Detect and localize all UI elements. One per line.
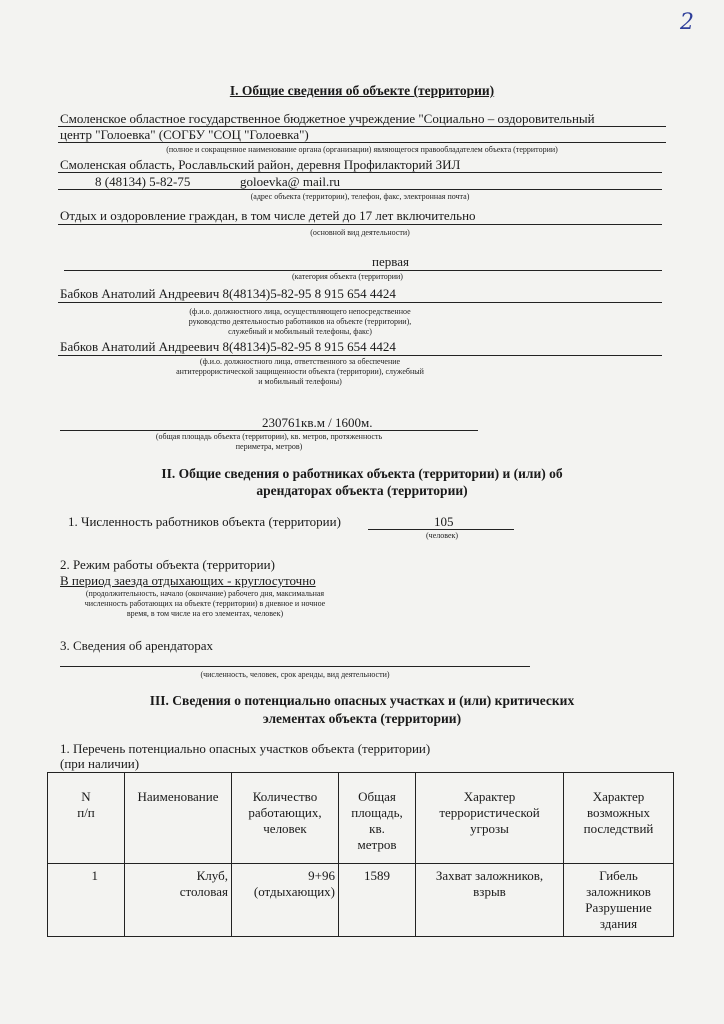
phone-value: 8 (48134) 5-82-75: [95, 174, 191, 189]
col-consequences-header: Характер возможных последствий: [564, 773, 674, 864]
category-rule: [64, 270, 662, 271]
area-label-2: периметра, метров): [235, 442, 303, 451]
org-name-line1: Смоленское областное государственное бюджетное учреждение "Социально – оздоровительный: [60, 111, 595, 126]
page-number: 2: [680, 10, 694, 35]
security-contact: Бабков Анатолий Андреевич 8(48134)5-82-95 8 915 654 4424: [60, 339, 396, 354]
table-header-row: [48, 773, 674, 864]
section3-title-1: III. Сведения о потенциально опасных участках и (или) критических: [149, 693, 575, 708]
cell-consequences: Гибель заложников Разрушение здания: [564, 864, 674, 937]
section2-title-2: арендаторах объекта (территории): [256, 483, 468, 498]
hazard-table: [47, 772, 674, 937]
tenants-note: (численность, человек, срок аренды, вид деятельности): [200, 670, 390, 679]
org-name-label: (полное и сокращенное наименование органа (организации) являющегося правообладателем объекта (территории): [166, 145, 558, 154]
col-area-header: Общая площадь, кв. метров: [339, 773, 416, 864]
security-label-3: и мобильный телефоны): [258, 377, 342, 386]
cell-name: Клуб, столовая: [125, 864, 232, 937]
staff-count-label: 1. Численность работников объекта (территории): [68, 514, 341, 529]
work-regime-value: В период заезда отдыхающих - круглосуточно: [60, 573, 316, 588]
col-threat-header: Характер террористической угрозы: [416, 773, 564, 864]
section2-title-1: II. Общие сведения о работниках объекта (территории) и (или) об: [161, 466, 563, 481]
work-regime-label: 2. Режим работы объекта (территории): [60, 557, 275, 572]
address-rule: [58, 172, 662, 173]
phone-rule: [58, 189, 662, 190]
address-value: Смоленская область, Рославльский район, деревня Профилакторий ЗИЛ: [60, 157, 461, 172]
activity-label: (основной вид деятельности): [310, 228, 410, 237]
hazard-list-label-1: 1. Перечень потенциально опасных участков объекта (территории): [60, 741, 431, 756]
table-row: [48, 864, 674, 937]
section1-title: I. Общие сведения об объекте (территории): [229, 83, 495, 98]
tenants-rule: [60, 666, 530, 667]
org-name-line2: центр "Голоевка" (СОГБУ "СОЦ "Голоевка"): [60, 127, 309, 142]
col-number-header: N п/п: [48, 773, 125, 864]
email-value: goloevka@ mail.ru: [240, 174, 341, 189]
cell-number: 1: [48, 864, 125, 937]
work-regime-note-1: (продолжительность, начало (окончание) рабочего дня, максимальная: [85, 589, 325, 598]
cell-area: 1589: [339, 864, 416, 937]
staff-count-value: 105: [434, 514, 454, 529]
work-regime-note-3: время, в том числе на его элементах, человек): [126, 609, 284, 618]
staff-count-rule: [368, 529, 514, 530]
work-regime-note-2: численность работающих на объекте (территории) в дневное и ночное: [84, 599, 326, 608]
col-name-header: Наименование: [125, 773, 232, 864]
area-rule: [60, 430, 478, 431]
staff-count-unit: (человек): [426, 531, 459, 540]
address-label: (адрес объекта (территории), телефон, факс, электронная почта): [250, 192, 470, 201]
table-body: [48, 864, 674, 937]
cell-staff: 9+96 (отдыхающих): [232, 864, 339, 937]
head-label-1: (ф.и.о. должностного лица, осуществляющего непосредственное: [189, 307, 411, 316]
area-label-1: (общая площадь объекта (территории), кв. метров, протяженность: [155, 432, 383, 441]
head-contact: Бабков Анатолий Андреевич 8(48134)5-82-95 8 915 654 4424: [60, 286, 396, 301]
activity-value: Отдых и оздоровление граждан, в том числе детей до 17 лет включительно: [60, 208, 476, 223]
cell-threat: Захват заложников, взрыв: [416, 864, 564, 937]
security-label-2: антитеррористической защищенности объекта (территории), служебный: [176, 367, 424, 376]
head-label-2: руководство деятельностью работников на объекте (территории),: [188, 317, 412, 326]
section3-title-2: элементах объекта (территории): [262, 711, 462, 726]
activity-rule: [58, 224, 662, 225]
head-rule: [58, 302, 662, 303]
category-label: (категория объекта (территории): [292, 272, 403, 281]
security-label-1: (ф.и.о. должностного лица, ответственного за обеспечение: [199, 357, 401, 366]
head-label-3: служебный и мобильный телефоны, факс): [228, 327, 372, 336]
security-rule: [58, 355, 662, 356]
area-value: 230761кв.м / 1600м.: [262, 415, 373, 430]
hazard-list-label-2: (при наличии): [60, 756, 140, 771]
tenants-label: 3. Сведения об арендаторах: [60, 638, 214, 653]
category-value: первая: [372, 254, 409, 269]
col-staff-header: Количество работающих, человек: [232, 773, 339, 864]
org-line2-rule: [58, 142, 666, 143]
